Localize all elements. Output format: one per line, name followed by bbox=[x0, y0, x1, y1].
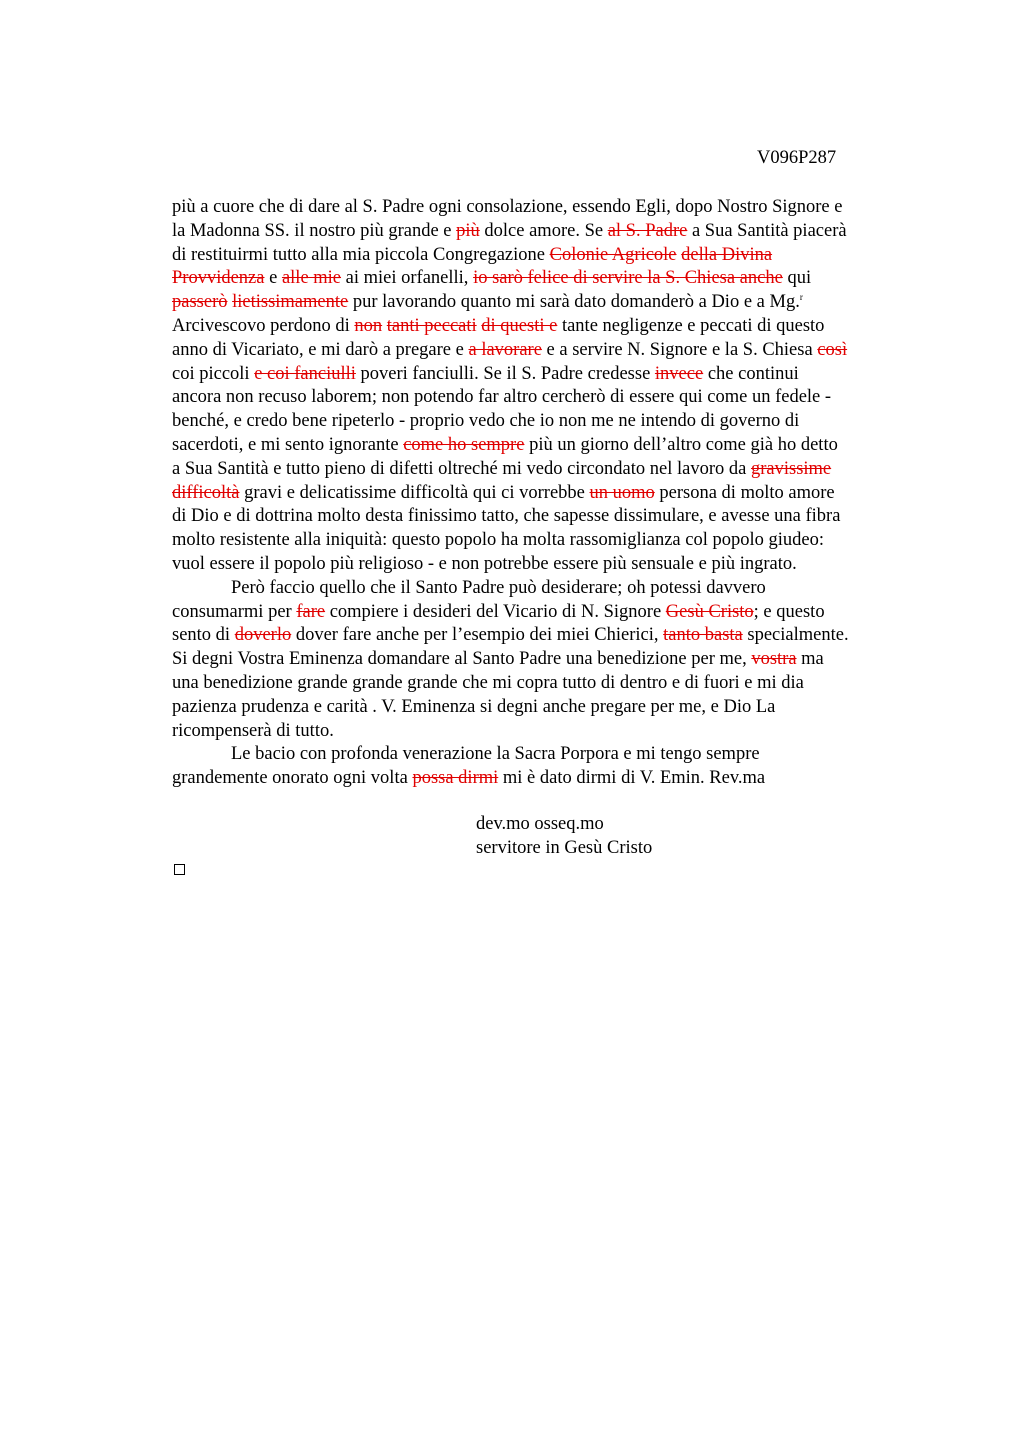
text-segment: gravi e delicatissime difficoltà qui ci vorrebbe bbox=[239, 482, 590, 503]
text-line bbox=[172, 482, 942, 506]
text-segment: persona di molto amore bbox=[654, 482, 835, 503]
deleted-text: alle mie bbox=[281, 268, 342, 289]
text-line bbox=[172, 553, 942, 577]
deleted-text: vostra bbox=[751, 649, 797, 670]
text-segment: benché, e credo bene ripeterlo - proprio vedo che io non me ne intendo di governo di bbox=[172, 411, 800, 432]
text-segment: coi piccoli bbox=[172, 363, 255, 384]
page-identifier: V096P287 bbox=[757, 148, 837, 168]
text-segment: poveri fanciulli. Se il S. Padre credesse bbox=[355, 363, 655, 384]
text-line bbox=[172, 410, 942, 434]
text-segment: ; e questo bbox=[753, 601, 825, 622]
paragraph bbox=[172, 743, 942, 791]
deleted-text: e coi fanciulli bbox=[254, 363, 356, 384]
paragraph bbox=[172, 577, 942, 744]
deleted-text: così bbox=[817, 339, 848, 360]
deleted-text: al S. Padre bbox=[607, 220, 688, 241]
text-segment: più un giorno dell’altro come già ho detto bbox=[524, 434, 838, 455]
text-segment: molto resistente alla iniquità: questo popolo ha molta rassomiglianza col popolo giudeo: bbox=[172, 530, 824, 551]
text-segment: pazienza prudenza e carità . V. Eminenza si degni anche pregare per me, e Dio La bbox=[172, 696, 776, 717]
text-segment: di restituirmi tutto alla mia piccola Congregazione bbox=[172, 244, 550, 265]
text-line bbox=[172, 672, 942, 696]
text-segment: qui bbox=[782, 268, 812, 289]
deleted-text: tanti peccati bbox=[386, 315, 477, 336]
text-segment: ancora non recuso laborem; non potendo far altro cercherò di essere qui come un fedele - bbox=[172, 387, 832, 408]
text-segment: Le bacio con profonda venerazione la Sacra Porpora e mi tengo sempre bbox=[231, 744, 760, 765]
text-line bbox=[172, 767, 942, 791]
text-line bbox=[172, 363, 942, 387]
deleted-text: doverlo bbox=[234, 625, 292, 646]
text-segment: dover fare anche per l’esempio dei miei Chierici, bbox=[291, 625, 664, 646]
letter-closing bbox=[476, 813, 652, 861]
text-segment: più a cuore che di dare al S. Padre ogni consolazione, essendo Egli, dopo Nostro Signore e bbox=[172, 197, 843, 217]
text-segment: che continui bbox=[703, 363, 799, 384]
text-segment: vuol essere il popolo più religioso - e non potrebbe essere più sensuale e più ingrato. bbox=[172, 553, 797, 574]
text-segment: specialmente. bbox=[742, 625, 849, 646]
deleted-text: di questi e bbox=[481, 315, 558, 336]
deleted-text: difficoltà bbox=[172, 482, 240, 503]
text-line bbox=[172, 315, 942, 339]
text-segment: Arcivescovo perdono di bbox=[172, 315, 355, 336]
superscript-text: r bbox=[799, 292, 803, 303]
text-line bbox=[172, 696, 942, 720]
letter-body bbox=[172, 196, 942, 791]
text-segment: sacerdoti, e mi sento ignorante bbox=[172, 434, 404, 455]
deleted-text: lietissimamente bbox=[232, 292, 349, 313]
text-line bbox=[172, 577, 942, 601]
closing-line-1: dev.mo osseq.mo bbox=[476, 814, 604, 834]
text-segment: ai miei orfanelli, bbox=[341, 268, 474, 289]
deleted-text: passerò bbox=[172, 292, 228, 313]
text-line bbox=[172, 339, 942, 363]
text-segment: dolce amore. Se bbox=[479, 220, 608, 241]
checkbox-square-icon bbox=[174, 864, 185, 875]
deleted-text: della Divina bbox=[681, 244, 773, 265]
deleted-text: Colonie Agricole bbox=[549, 244, 677, 265]
text-line bbox=[172, 529, 942, 553]
deleted-text: invece bbox=[654, 363, 704, 384]
text-segment: mi è dato dirmi di V. Emin. Rev.ma bbox=[498, 768, 766, 789]
text-line bbox=[172, 220, 942, 244]
deleted-text: a lavorare bbox=[468, 339, 542, 360]
text-line bbox=[172, 434, 942, 458]
deleted-text: fare bbox=[296, 601, 326, 622]
text-segment: a Sua Santità e tutto pieno di difetti oltreché mi vedo circondato nel lavoro da bbox=[172, 458, 751, 479]
text-segment: tante negligenze e peccati di questo bbox=[557, 315, 825, 336]
text-segment: sento di bbox=[172, 625, 235, 646]
text-segment: consumarmi per bbox=[172, 601, 297, 622]
text-segment: e a servire N. Signore e la S. Chiesa bbox=[541, 339, 818, 360]
deleted-text: tanto basta bbox=[663, 625, 743, 646]
text-segment: e bbox=[264, 268, 282, 289]
text-line bbox=[172, 291, 942, 315]
text-line bbox=[172, 244, 942, 268]
paragraph bbox=[172, 196, 942, 577]
text-segment: di Dio e di dottrina molto desta finissimo tatto, che sapesse dissimulare, e avesse una fibra bbox=[172, 506, 841, 527]
text-line bbox=[172, 505, 942, 529]
deleted-text: come ho sempre bbox=[403, 434, 525, 455]
text-segment: anno di Vicariato, e mi darò a pregare e bbox=[172, 339, 469, 360]
deleted-text: un uomo bbox=[589, 482, 655, 503]
text-segment: Si degni Vostra Eminenza domandare al Santo Padre una benedizione per me, bbox=[172, 649, 752, 670]
deleted-text: possa dirmi bbox=[412, 768, 499, 789]
text-segment: la Madonna SS. il nostro più grande e bbox=[172, 220, 457, 241]
text-segment: Però faccio quello che il Santo Padre può desiderare; oh potessi davvero bbox=[231, 577, 766, 598]
text-segment: ricompenserà di tutto. bbox=[172, 720, 334, 741]
text-segment: pur lavorando quanto mi sarà dato domanderò a Dio e a Mg. bbox=[348, 292, 800, 313]
text-line bbox=[172, 386, 942, 410]
deleted-text: gravissime bbox=[750, 458, 832, 479]
text-line bbox=[172, 601, 942, 625]
deleted-text: Provvidenza bbox=[172, 268, 265, 289]
text-line bbox=[172, 720, 942, 744]
text-segment: una benedizione grande grande grande che mi copra tutto di dentro e di fuori e mi dia bbox=[172, 672, 804, 693]
text-line bbox=[172, 624, 942, 648]
deleted-text: più bbox=[456, 220, 480, 241]
closing-line-2: servitore in Gesù Cristo bbox=[476, 837, 653, 858]
text-line bbox=[172, 743, 942, 767]
deleted-text: non bbox=[354, 315, 383, 336]
text-line bbox=[172, 196, 942, 220]
text-line bbox=[172, 267, 942, 291]
deleted-text: Gesù Cristo bbox=[665, 601, 754, 622]
text-segment: compiere i desideri del Vicario di N. Signore bbox=[325, 601, 666, 622]
text-segment: a Sua Santità piacerà bbox=[687, 220, 847, 241]
text-line bbox=[172, 648, 942, 672]
text-segment: grandemente onorato ogni volta bbox=[172, 768, 413, 789]
text-segment: ma bbox=[796, 649, 824, 670]
deleted-text: io sarò felice di servire la S. Chiesa anche bbox=[473, 268, 783, 289]
text-line bbox=[172, 458, 942, 482]
